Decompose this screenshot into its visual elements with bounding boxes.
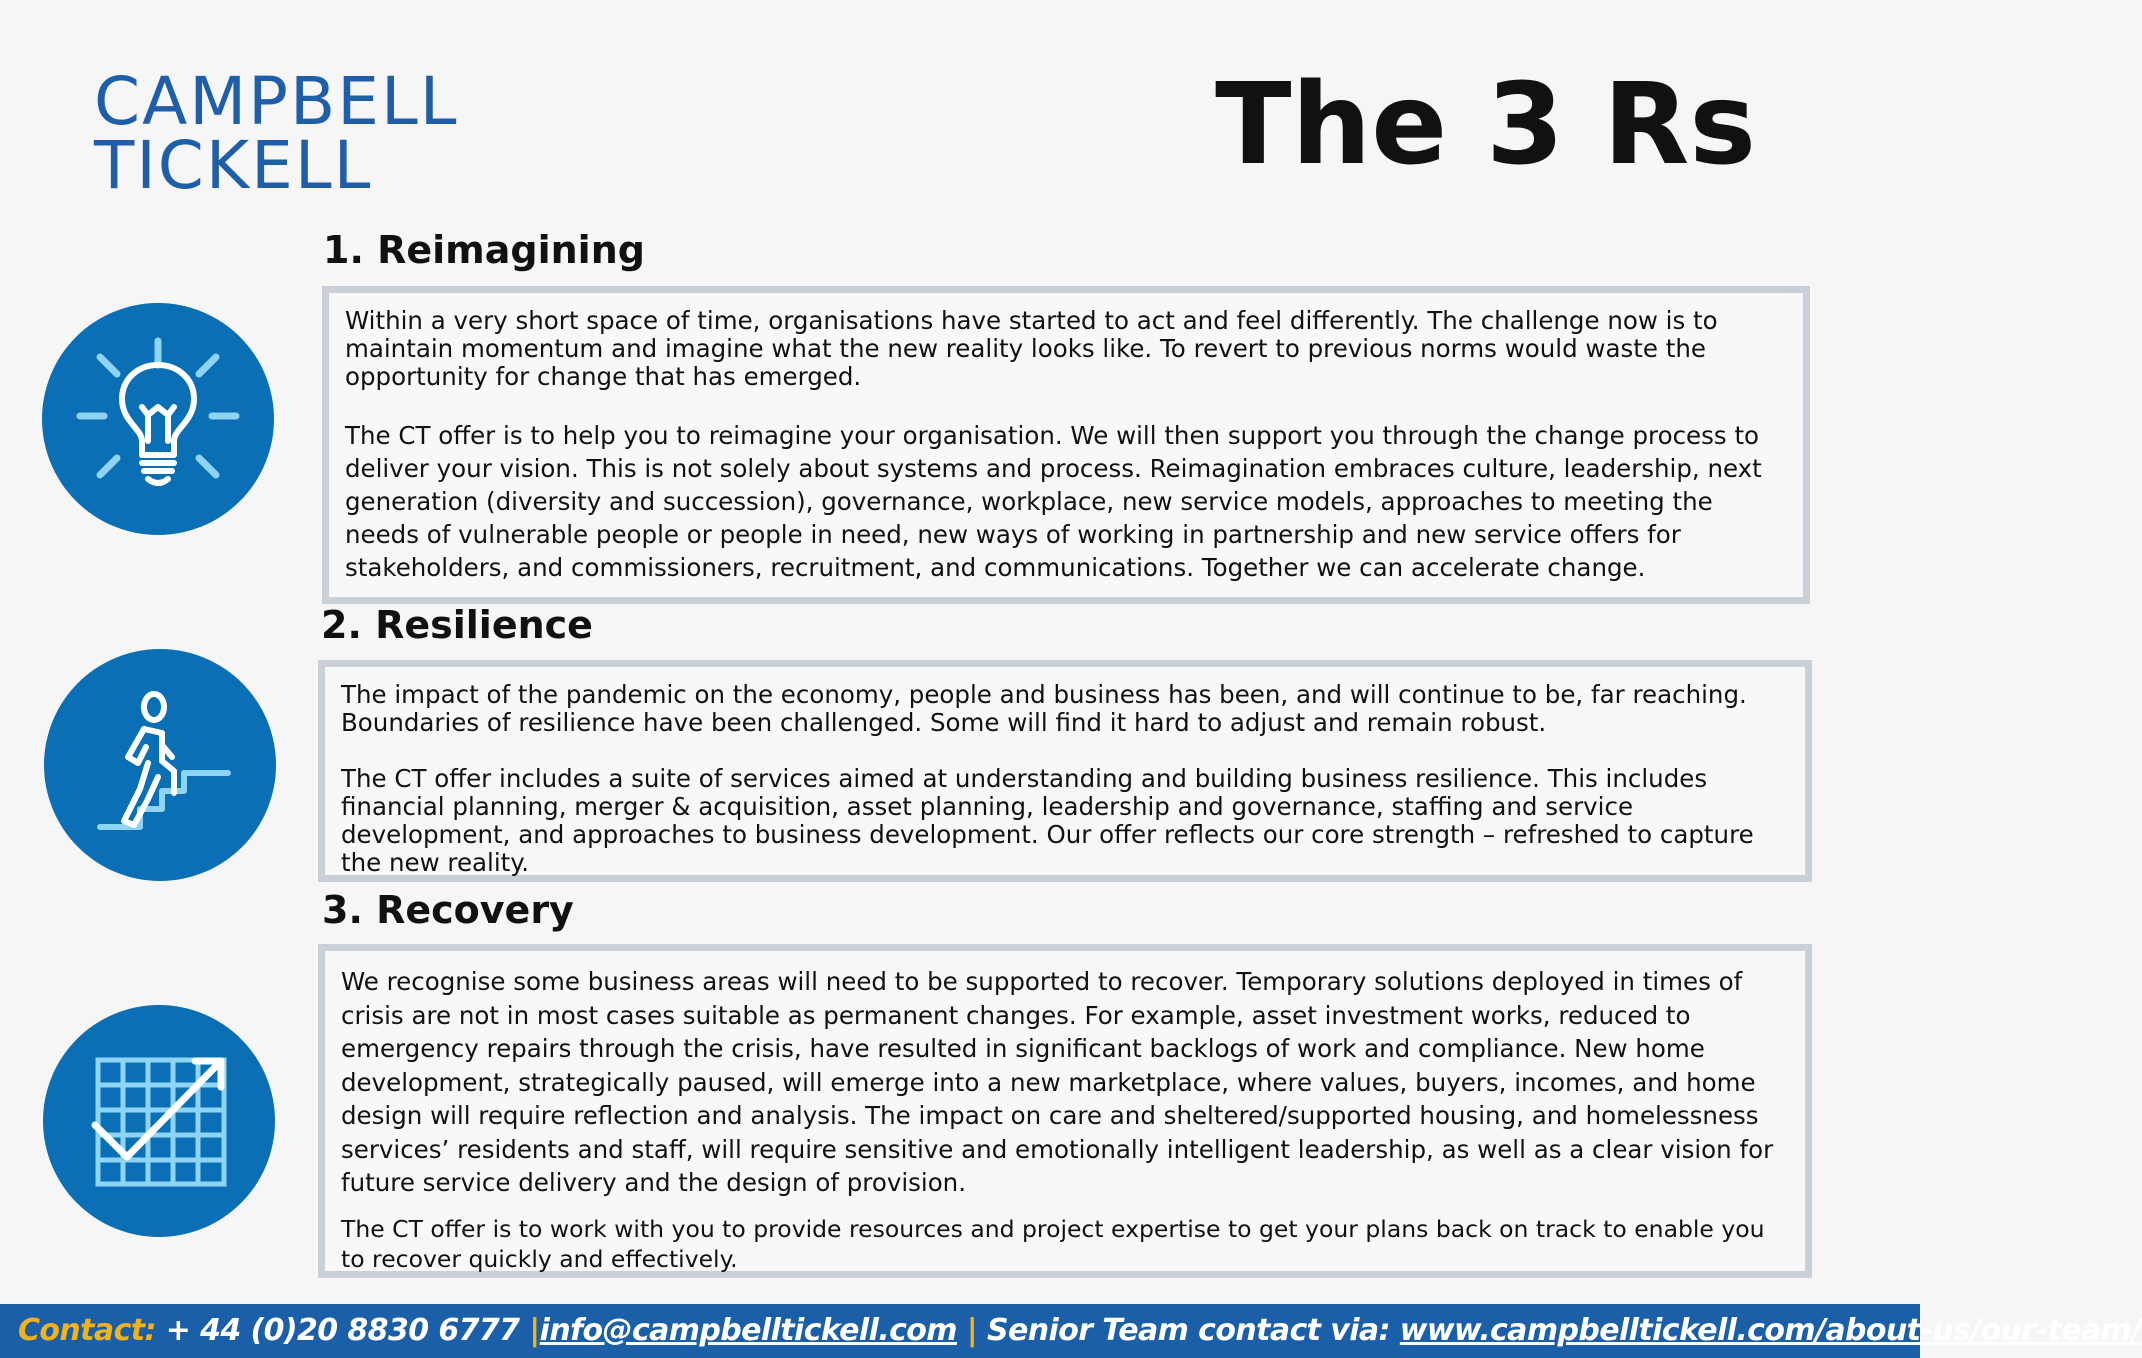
reimagining-paragraph-1: Within a very short space of time, organisations have started to act and feel differently. The challenge now is to maintain momentum and imagine what the new reality looks like. To revert to previous norms would waste the opportunity for change that has emerged. [345,306,1718,391]
section-heading-resilience: 2. Resilience [321,603,593,647]
reimagining-text-box [322,286,1810,604]
page-title: The 3 Rs [1215,60,1756,190]
logo-line-1: CAMPBELL [94,63,459,140]
footer-separator-1: | [529,1313,540,1348]
resilience-paragraph-1: The impact of the pandemic on the economy, people and business has been, and will continue to be, far reaching. Boundaries of resilience have been challenged. Some will find it hard to adjust and remain robust. [341,680,1747,737]
reimagining-paragraph-2: The CT offer is to help you to reimagine your organisation. We will then support you through the change process to deliver your vision. This is not solely about systems and process. Reimagination embraces culture, leadership, next generation (diversity and succession), governance, workplace, new service models, approaches to meeting the needs of vulnerable people or people in need, new ways of working in partnership and new service offers for stakeholders, and commissioners, recruitment, and communications. Together we can accelerate change. [345,421,1762,582]
resilience-paragraph-2: The CT offer includes a suite of services aimed at understanding and building business resilience. This includes financial planning, merger & acquisition, asset planning, leadership and governance, staffing and service development, and approaches to business development. Our offer reflects our core strength – refreshed to capture the new reality. [341,764,1754,877]
recovery-paragraph-2: The CT offer is to work with you to provide resources and project expertise to get your plans back on track to enable you to recover quickly and effectively. [341,1214,1765,1273]
lightbulb-icon [42,303,274,535]
contact-label: Contact: [18,1313,156,1348]
campbell-tickell-logo [94,63,459,204]
contact-footer [0,1304,2142,1358]
resilience-text-box [318,660,1812,882]
logo-line-2: TICKELL [94,127,373,204]
growth-chart-icon [43,1005,275,1237]
footer-separator-2: | [956,1313,978,1348]
recovery-paragraph-1: We recognise some business areas will need to be supported to recover. Temporary solutions deployed in times of crisis are not in most cases suitable as permanent changes. For example, asset investment works, reduced to emergency repairs through the crisis, have resulted in significant backlogs of work and compliance. New home development, strategically paused, will emerge into a new marketplace, where values, buyers, incomes, and home design will require reflection and analysis. The impact on care and sheltered/supported housing, and homelessness services’ residents and staff, will require sensitive and emotionally intelligent leadership, as well as a clear vision for future service delivery and the design of provision. [341,967,1774,1197]
senior-team-website-link[interactable]: www.campbelltickell.com/about-us/our-team/ [1399,1313,2142,1348]
person-climbing-stairs-icon [44,649,276,881]
contact-phone[interactable]: + 44 (0)20 8830 6777 [155,1313,530,1348]
senior-team-label: Senior Team contact via: [977,1313,1400,1348]
recovery-text-box [318,944,1812,1278]
contact-email-link[interactable]: info@campbelltickell.com [539,1313,957,1348]
section-heading-recovery: 3. Recovery [322,888,574,932]
section-heading-reimagining: 1. Reimagining [323,228,645,272]
